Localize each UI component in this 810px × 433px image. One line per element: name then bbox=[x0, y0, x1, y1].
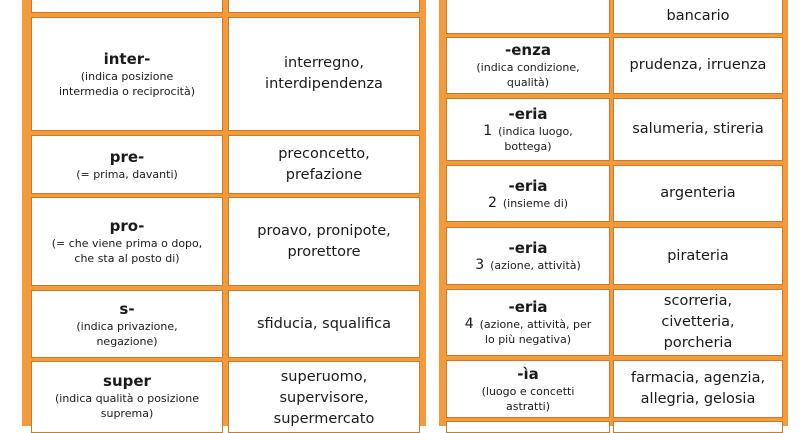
examples-text: sfiducia, squalifica bbox=[256, 315, 392, 332]
sense-number: 3 bbox=[475, 257, 485, 273]
examples-text: bancario bbox=[666, 8, 730, 24]
prefix-label: pre- bbox=[109, 147, 145, 166]
sense-description: (insieme di) bbox=[502, 196, 569, 210]
prefix-label: inter- bbox=[103, 49, 151, 68]
prefix-cell bbox=[31, 361, 223, 433]
examples-text: prudenza, irruenza bbox=[629, 57, 767, 73]
prefix-label: super bbox=[103, 372, 151, 390]
prefix-description: (indica posizione intermedia o reciprocità) bbox=[58, 69, 196, 98]
suffix-description bbox=[488, 196, 568, 211]
suffix-cell bbox=[446, 37, 610, 94]
examples-cell bbox=[613, 227, 783, 285]
suffix-description: (luogo e concetti astratti) bbox=[481, 384, 575, 413]
suffix-cell bbox=[446, 421, 610, 433]
suffix-label: -ìa bbox=[517, 364, 539, 383]
examples-text: scorreria, civetteria, porcheria bbox=[661, 293, 735, 351]
examples-cell bbox=[228, 197, 420, 286]
suffix-cell bbox=[446, 165, 610, 222]
sense-description: (azione, attività) bbox=[490, 259, 581, 272]
suffix-cell bbox=[446, 289, 610, 356]
examples-cell bbox=[228, 0, 420, 13]
sense-description: (azione, attività, per lo più negativa) bbox=[479, 318, 592, 346]
suffix-label: -enza bbox=[505, 41, 551, 59]
prefix-cell bbox=[31, 17, 223, 131]
examples-cell bbox=[613, 0, 783, 34]
examples-cell bbox=[613, 37, 783, 94]
examples-text: interregno, interdipendenza bbox=[265, 55, 383, 92]
examples-cell bbox=[613, 165, 783, 222]
suffix-description bbox=[475, 258, 581, 273]
sense-number: 2 bbox=[487, 194, 497, 211]
prefix-description: (indica privazione, negazione) bbox=[76, 319, 178, 348]
prefix-cell bbox=[31, 197, 223, 286]
sense-number: 4 bbox=[464, 316, 474, 332]
examples-cell bbox=[613, 98, 783, 161]
examples-text: preconcetto, prefazione bbox=[278, 145, 370, 183]
examples-text: salumeria, stireria bbox=[632, 121, 764, 137]
examples-text: pirateria bbox=[667, 247, 729, 264]
examples-cell bbox=[613, 289, 783, 356]
prefix-description: (= prima, davanti) bbox=[76, 167, 178, 181]
suffix-description bbox=[465, 317, 592, 347]
examples-text: proavo, pronipote, prorettore bbox=[257, 222, 391, 260]
examples-cell bbox=[228, 290, 420, 358]
examples-cell bbox=[228, 135, 420, 194]
prefix-cell bbox=[31, 135, 223, 194]
prefix-label: pro- bbox=[109, 217, 145, 235]
suffix-cell bbox=[446, 360, 610, 418]
suffix-description bbox=[483, 124, 573, 154]
examples-text: argenteria bbox=[660, 185, 736, 201]
prefix-cell bbox=[31, 290, 223, 358]
suffix-label: -eria bbox=[508, 105, 548, 123]
examples-text: superuomo, supervisore, supermercato bbox=[273, 369, 375, 427]
suffix-cell bbox=[446, 227, 610, 285]
examples-cell bbox=[228, 17, 420, 131]
prefix-description: (indica qualità o posizione suprema) bbox=[54, 392, 200, 420]
examples-cell bbox=[228, 361, 420, 433]
suffix-cell bbox=[446, 0, 610, 34]
suffix-cell bbox=[446, 98, 610, 161]
suffix-label: -eria bbox=[508, 239, 548, 257]
prefix-cell bbox=[31, 0, 223, 13]
suffix-label: -eria bbox=[508, 298, 548, 316]
prefix-description: (= che viene prima o dopo, che sta al posto di) bbox=[51, 237, 203, 265]
suffix-description: (indica condizione, qualità) bbox=[476, 61, 580, 89]
prefix-label: s- bbox=[119, 299, 135, 318]
suffix-label: -eria bbox=[508, 176, 548, 195]
sense-description: (indica luogo, bottega) bbox=[498, 125, 573, 153]
examples-cell bbox=[613, 360, 783, 418]
examples-cell bbox=[613, 421, 783, 433]
examples-text: farmacia, agenzia, allegria, gelosia bbox=[630, 370, 766, 407]
sense-number: 1 bbox=[483, 123, 493, 139]
